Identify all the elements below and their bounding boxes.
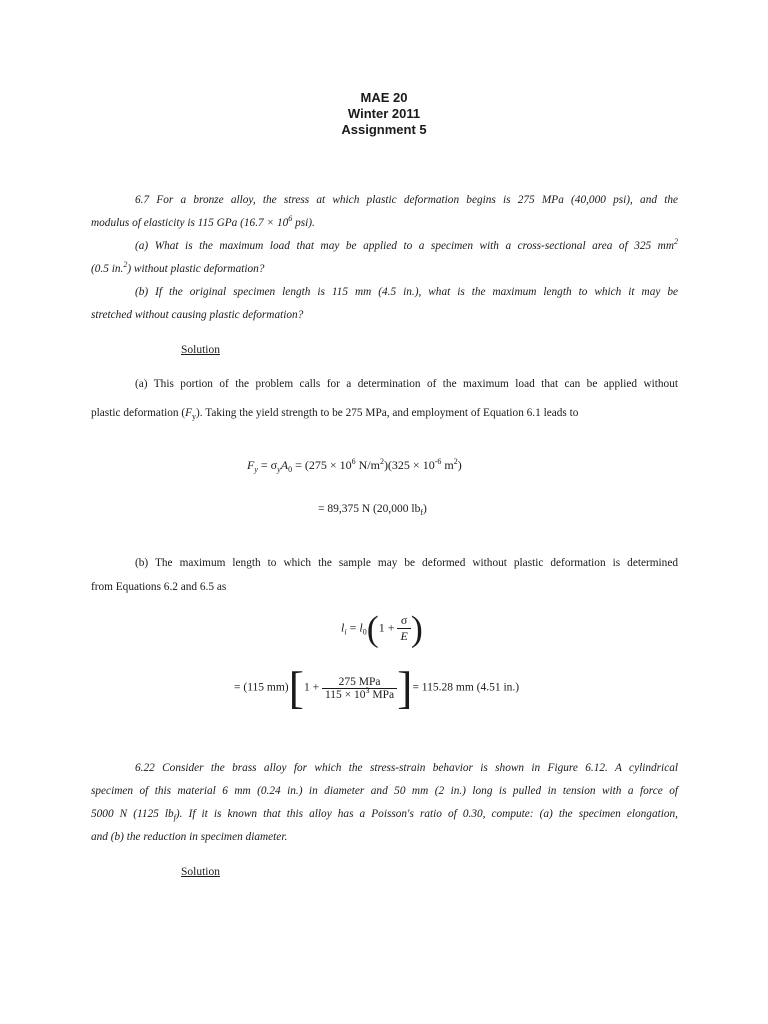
- solution-a-line2-end: ). Taking the yield strength to be 275 MPa, and employment of Equation 6.1 leads to: [196, 407, 579, 419]
- course-title: MAE 20: [360, 90, 408, 105]
- eq3-lead: = (115 mm): [234, 681, 289, 694]
- eq-var-l0: l: [359, 620, 363, 635]
- subscript: f: [420, 508, 423, 517]
- left-paren: (: [366, 608, 379, 649]
- exponent: 6: [288, 214, 293, 223]
- exponent: 2: [453, 457, 458, 466]
- eq3-one-plus: 1 +: [303, 681, 322, 694]
- left-bracket: [: [288, 662, 304, 713]
- subscript: y: [192, 412, 197, 421]
- fraction-mpa: [322, 676, 397, 701]
- eq-rhs-4: m: [441, 458, 454, 472]
- subscript: 0: [362, 627, 367, 637]
- part-a-text: (a) What is the maximum load that may be applied to a specimen with a cross-sectional area of 325 mm: [135, 240, 674, 252]
- eq3-result: = 115.28 mm (4.51 in.): [412, 681, 520, 694]
- solution-a-text: [91, 370, 678, 428]
- eq-rhs-1: = (275 × 10: [292, 458, 352, 472]
- eq-equals: =: [346, 620, 360, 635]
- problem-6-22: [91, 757, 678, 849]
- equation-length: [341, 608, 423, 649]
- subscript: 0: [288, 465, 293, 474]
- eq-one-plus: 1 +: [378, 620, 398, 635]
- problem-6-7-part-a-cont: [91, 258, 678, 281]
- eq-rhs-2: N/m: [355, 458, 380, 472]
- problem-6-22-line4: and (b) the reduction in specimen diameter.: [91, 831, 288, 843]
- fraction-numerator: σ: [397, 613, 410, 629]
- problem-6-7-line1: 6.7 For a bronze alloy, the stress at which plastic deformation begins is 275 MPa (40,000 psi), and the: [135, 194, 678, 206]
- equation-length-numeric: [234, 662, 520, 713]
- subscript: y: [254, 465, 258, 474]
- subscript: i: [344, 627, 347, 637]
- eq-rhs-5: ): [457, 458, 462, 472]
- part-a-cont-end: ) without plastic deformation?: [127, 263, 265, 275]
- solution-heading-2: Solution: [181, 866, 220, 878]
- problem-6-7-line2: [91, 212, 678, 235]
- part-a-cont-text: (0.5 in.: [91, 263, 124, 275]
- solution-heading: Solution: [181, 344, 220, 356]
- eq-result-end: ): [423, 503, 427, 515]
- right-paren: ): [410, 608, 423, 649]
- solution-a-line2-text: plastic deformation (: [91, 407, 186, 419]
- problem-6-7-part-a: [91, 235, 678, 258]
- eq-sigma: = σ: [257, 458, 278, 472]
- eq-var-li: l: [341, 620, 345, 635]
- problem-6-7-line2-end: psi).: [292, 217, 315, 229]
- exponent: 3: [365, 685, 370, 695]
- term-title: Winter 2011: [347, 106, 421, 121]
- eq-var-f: F: [247, 458, 255, 472]
- problem-6-7-part-b: (b) If the original specimen length is 115 mm (4.5 in.), what is the maximum length to which it may be: [135, 286, 678, 298]
- fraction-denominator: [322, 685, 397, 701]
- subscript: f: [173, 813, 176, 822]
- solution-a-line2: [91, 399, 678, 428]
- denominator-unit: MPa: [369, 688, 395, 701]
- eq-rhs-3: )(325 × 10: [383, 458, 435, 472]
- exponent: 2: [379, 457, 384, 466]
- assignment-title: Assignment 5: [341, 122, 427, 137]
- solution-b-line1: (b) The maximum length to which the sample may be deformed without plastic deformation is determined: [135, 557, 678, 569]
- exponent: 2: [674, 237, 678, 246]
- fraction-denominator: E: [400, 629, 408, 643]
- fraction-numerator: 275 MPa: [322, 676, 397, 689]
- fraction-sigma-over-e: [397, 613, 410, 644]
- exponent: -6: [434, 457, 442, 466]
- denominator-text: 115 × 10: [324, 688, 366, 701]
- problem-6-7-line2-text: modulus of elasticity is 115 GPa (16.7 × 10: [91, 217, 289, 229]
- problem-6-22-line2: specimen of this material 6 mm (0.24 in.) in diameter and 50 mm (2 in.) long is pulled in tension with a force of: [91, 785, 678, 797]
- exponent: 6: [351, 457, 356, 466]
- solution-a-line1: (a) This portion of the problem calls for a determination of the maximum load that can be applied without: [135, 378, 678, 390]
- variable-f: F: [185, 407, 193, 419]
- exponent: 2: [123, 260, 128, 269]
- right-bracket: ]: [397, 662, 413, 713]
- eq-result-text: = 89,375 N (20,000 lb: [318, 503, 421, 515]
- equation-load: [247, 458, 462, 473]
- problem-6-22-line3-text: 5000 N (1125 lb: [91, 808, 174, 820]
- problem-6-22-line3: [91, 803, 678, 826]
- problem-6-22-line1: 6.22 Consider the brass alloy for which the stress-strain behavior is shown in Figure 6.12. A cylindrical: [135, 762, 678, 774]
- equation-load-result: [318, 503, 427, 515]
- solution-b-text: [91, 551, 678, 599]
- problem-6-7: [91, 189, 678, 327]
- solution-b-line2: from Equations 6.2 and 6.5 as: [91, 581, 227, 593]
- subscript: y: [277, 465, 281, 474]
- eq-var-a: A: [280, 458, 289, 472]
- problem-6-7-part-b-cont: stretched without causing plastic deformation?: [91, 309, 304, 321]
- problem-6-22-line3-end: ). If it is known that this alloy has a Poisson's ratio of 0.30, compute: (a) the specimen elongation,: [175, 808, 678, 820]
